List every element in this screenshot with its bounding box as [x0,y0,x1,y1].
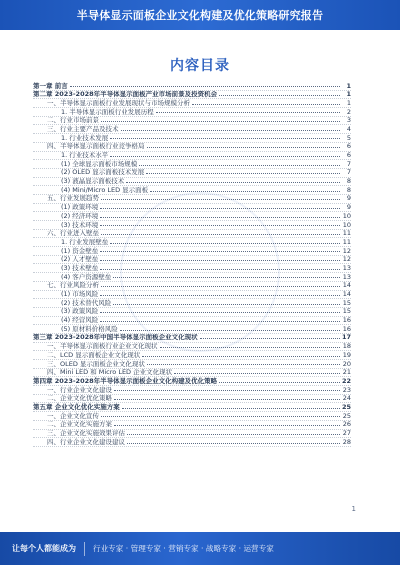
toc-entry-label: 1. 半导体显示面板行业发展历程 [61,108,154,116]
toc-leader-dots [100,260,340,261]
toc-leader-dots [101,286,340,287]
toc-entry-page: 28 [342,438,351,446]
toc-entry-label: 四、半导体显示面板行业竞争格局 [47,142,145,151]
toc-leader-dots [101,199,340,200]
toc-entry-label: (2) 经济环境 [61,212,99,220]
toc-entry[interactable] [33,178,351,187]
toc-entry-label: (1) 政策环境 [61,203,99,212]
toc-leader-dots [156,112,340,113]
toc-leader-dots [110,156,340,157]
toc-entry-label: (1) 资金壁垒 [61,247,99,255]
top-banner [0,0,400,30]
toc-leader-dots [100,321,340,322]
toc-entry-page: 7 [346,168,351,177]
toc-entry[interactable] [33,212,351,221]
toc-leader-dots [150,191,340,192]
toc-entry[interactable] [33,360,351,369]
toc-entry-page: 9 [346,194,351,203]
toc-entry-page: 20 [342,360,351,368]
toc-entry-page: 15 [342,299,351,307]
toc-entry[interactable] [33,438,351,447]
toc-entry[interactable] [33,82,351,91]
toc-entry-label: (3) 政策风险 [61,307,99,316]
toc-leader-dots [101,121,340,122]
toc-entry[interactable] [33,421,351,430]
toc-entry-label: (3) 液晶显示面板技术 [61,177,125,186]
bottom-banner [0,532,400,565]
footer-left-text: 让每个人都能成为 [12,544,76,553]
toc-leader-dots [70,86,340,87]
toc-entry-page: 4 [346,125,351,133]
toc-entry[interactable] [33,264,351,273]
toc-leader-dots [120,330,340,331]
toc-entry-page: 27 [342,429,351,437]
toc-entry-label: 四、Mini LED 和 Micro LED 企业文化现状 [47,368,173,377]
toc-entry[interactable] [33,395,351,404]
toc-entry-page: 15 [342,307,351,316]
toc-entry-page: 26 [342,420,351,429]
toc-entry-page: 5 [346,134,351,142]
toc-entry-label: (2) 技术替代风险 [61,299,112,307]
toc-entry-label: 二、LCD 显示面板企业文化现状 [47,351,141,359]
toc-entry-label: (3) 技术壁垒 [61,264,99,272]
toc-leader-dots [101,234,340,235]
toc-entry-label: 第四章 2023-2028年半导体显示面板企业文化构建及优化策略 [33,377,218,385]
toc-leader-dots [126,182,340,183]
toc-entry-label: (3) 技术环境 [61,221,99,229]
toc-entry-label: 第五章 企业文化优化实施方案 [33,403,120,411]
toc-entry-label: (4) 客户资源壁垒 [61,273,112,281]
toc-entry-label: 一、半导体显示面板行业企业文化现状 [47,342,158,351]
toc-entry-label: 二、企业文化实施方案 [47,420,112,429]
toc-leader-dots [113,277,340,278]
toc-leader-dots [110,138,340,139]
toc-entry-page: 13 [342,273,351,281]
toc-entry[interactable] [33,160,351,169]
toc-entry-label: 四、行业企业文化建设建议 [47,438,125,446]
toc-entry[interactable] [33,221,351,230]
toc-leader-dots [147,364,340,365]
toc-entry[interactable] [33,169,351,178]
toc-entry-label: (1) 市场风险 [61,290,99,298]
toc-entry-label: 六、行业进入壁垒 [47,229,99,238]
toc-entry[interactable] [33,308,351,317]
toc-entry-label: (2) OLED 显示面板技术发展 [61,168,145,177]
toc-entry[interactable] [33,117,351,126]
toc-entry[interactable] [33,143,351,152]
toc-entry[interactable] [33,430,351,439]
toc-entry-page: 23 [342,386,351,394]
toc-entry-page: 1 [346,82,351,90]
toc-entry[interactable] [33,91,351,100]
toc-leader-dots [101,416,340,417]
toc-entry[interactable] [33,238,351,247]
toc-entry-page: 22 [342,377,351,385]
toc-entry-label: (5) 原材料价格风险 [61,325,118,333]
toc-entry[interactable] [33,334,351,343]
toc-entry-label: 第二章 2023-2028年半导体显示面板产业市场前景及投资机会 [33,90,218,99]
toc-leader-dots [219,382,340,383]
toc-entry[interactable] [33,291,351,300]
toc-entry-page: 6 [346,151,351,159]
toc-entry-page: 14 [342,281,351,290]
toc-leader-dots [219,95,340,96]
toc-entry-page: 9 [346,203,351,212]
toc-leader-dots [147,147,341,148]
toc-entry-label: (1) 全球显示面板市场规模 [61,160,138,168]
toc-heading: 内容目录 [170,58,230,74]
toc-entry[interactable] [33,204,351,213]
table-of-contents [33,82,351,447]
toc-leader-dots [114,390,340,391]
page-number: 1 [351,505,356,513]
toc-entry-label: 一、企业文化宣传 [47,412,99,420]
toc-entry-page: 8 [346,177,351,186]
toc-entry-label: 二、行业市场前景 [47,116,99,125]
toc-entry[interactable] [33,125,351,134]
toc-entry-label: (2) 人才壁垒 [61,255,99,264]
toc-entry[interactable] [33,230,351,239]
toc-entry[interactable] [33,273,351,282]
toc-entry[interactable] [33,386,351,395]
toc-leader-dots [110,243,340,244]
toc-entry-page: 16 [342,325,351,333]
footer-divider [84,542,85,556]
toc-entry-label: 二、企业文化优化策略 [47,394,112,403]
toc-entry[interactable] [33,299,351,308]
toc-entry-page: 7 [346,160,351,168]
toc-entry[interactable] [33,99,351,108]
toc-entry-label: (4) 经营风险 [61,316,99,325]
toc-entry-page: 25 [342,403,351,411]
toc-entry-label: (4) Mini/Micro LED 显示面板 [61,186,149,194]
toc-entry-label: 三、企业文化实施效果评估 [47,429,125,437]
toc-entry-page: 8 [346,186,351,194]
toc-leader-dots [139,165,340,166]
toc-entry-label: 三、行业主要产品及技术 [47,125,119,133]
toc-entry[interactable] [33,108,351,117]
toc-entry-page: 6 [346,142,351,151]
toc-entry-page: 11 [342,229,351,238]
toc-leader-dots [174,373,340,374]
toc-entry[interactable] [33,412,351,421]
toc-entry[interactable] [33,134,351,143]
toc-leader-dots [100,269,340,270]
toc-leader-dots [146,173,340,174]
toc-entry[interactable] [33,377,351,386]
toc-entry[interactable] [33,369,351,378]
toc-leader-dots [127,434,340,435]
toc-entry-label: 1. 行业技术水平 [61,151,109,159]
toc-entry-page: 19 [342,351,351,359]
toc-entry-label: 一、半导体显示面板行业发展现状与市场规模分析 [47,99,190,107]
report-title: 半导体显示面板企业文化构建及优化策略研究报告 [76,9,324,22]
toc-entry[interactable] [33,256,351,265]
toc-entry-label: 五、行业发展趋势 [47,194,99,203]
toc-leader-dots [192,104,340,105]
toc-leader-dots [113,304,340,305]
toc-entry-label: 1. 行业发展壁垒 [61,238,109,246]
toc-entry-page: 24 [342,394,351,403]
toc-entry[interactable] [33,403,351,412]
toc-leader-dots [121,130,341,131]
toc-entry[interactable] [33,247,351,256]
toc-entry-page: 25 [342,412,351,420]
toc-entry-page: 10 [342,221,351,229]
toc-leader-dots [100,295,340,296]
toc-entry-label: 三、OLED 显示面板企业文化现状 [47,360,145,368]
toc-leader-dots [100,208,340,209]
toc-entry[interactable] [33,282,351,291]
toc-entry-page: 12 [342,255,351,264]
toc-leader-dots [100,217,340,218]
toc-leader-dots [127,443,340,444]
toc-entry-label: 第三章 2023-2028年中国半导体显示面板企业文化现状 [33,333,198,342]
toc-entry[interactable] [33,152,351,161]
toc-entry[interactable] [33,343,351,352]
toc-entry-page: 21 [342,368,351,377]
toc-entry-page: 3 [346,116,351,125]
toc-entry-label: 1. 行业技术发展 [61,134,109,142]
toc-leader-dots [122,408,340,409]
toc-entry-page: 12 [342,247,351,255]
toc-entry-page: 10 [342,212,351,220]
toc-entry-page: 11 [342,238,351,246]
toc-entry[interactable] [33,351,351,360]
toc-entry[interactable] [33,317,351,326]
toc-entry-page: 2 [346,108,351,116]
toc-entry-label: 第一章 前言 [33,82,68,90]
toc-entry-page: 14 [342,290,351,298]
toc-leader-dots [142,356,340,357]
toc-leader-dots [114,425,340,426]
toc-leader-dots [100,225,340,226]
footer-right-text: 行业专家 · 管理专家 · 营销专家 · 战略专家 · 运营专家 [93,544,274,553]
toc-leader-dots [114,399,340,400]
toc-entry-page: 1 [346,99,351,107]
toc-entry-page: 17 [342,333,351,342]
toc-leader-dots [100,312,340,313]
toc-leader-dots [100,251,340,252]
toc-entry-label: 一、行业企业文化建设 [47,386,112,394]
toc-entry-page: 18 [342,342,351,351]
toc-entry-label: 七、行业风险分析 [47,281,99,290]
toc-leader-dots [160,347,341,348]
toc-leader-dots [200,338,340,339]
toc-entry[interactable] [33,195,351,204]
toc-entry-page: 13 [342,264,351,272]
toc-entry[interactable] [33,325,351,334]
toc-entry-page: 1 [346,90,351,99]
toc-entry[interactable] [33,186,351,195]
toc-entry-page: 16 [342,316,351,325]
